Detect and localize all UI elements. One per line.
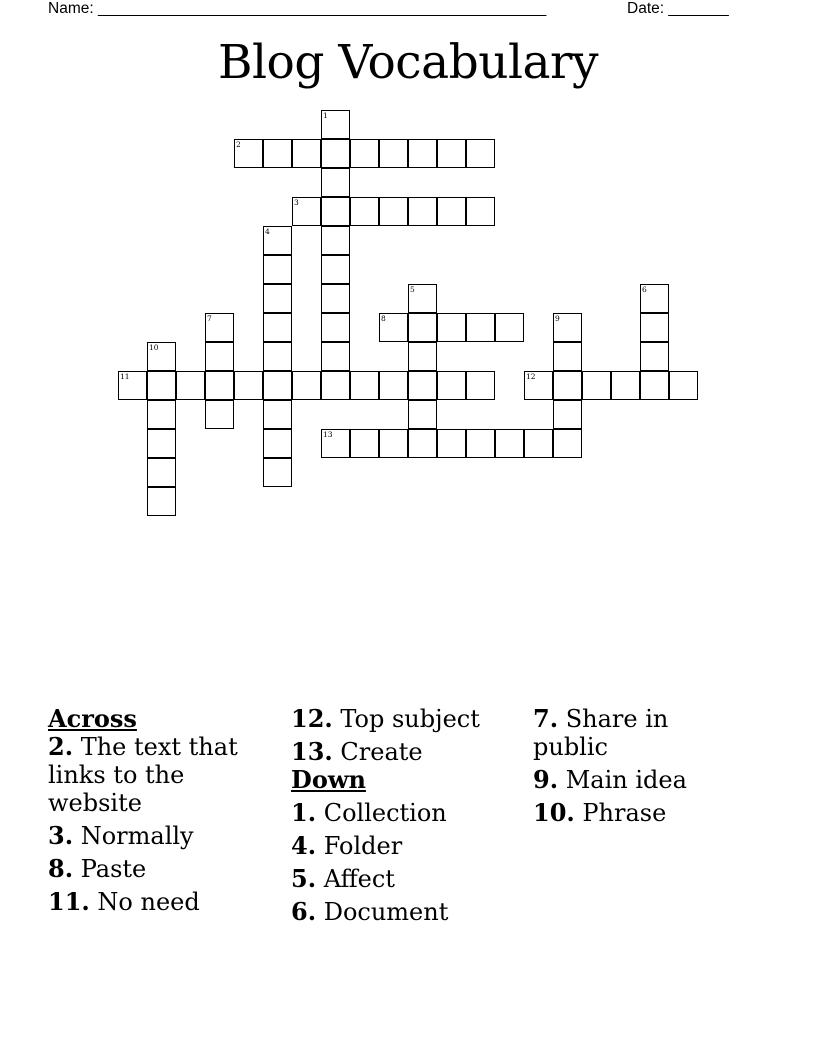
cell-number: 9 xyxy=(555,314,560,323)
grid-cell[interactable] xyxy=(147,458,176,487)
clue-down-9 xyxy=(533,766,733,794)
cell-number: 7 xyxy=(207,314,212,323)
clue-number: 9. xyxy=(533,765,559,794)
clue-text: The text that links to the website xyxy=(48,733,238,817)
clue-across-3 xyxy=(48,822,273,850)
grid-cell[interactable] xyxy=(495,429,524,458)
grid-cell[interactable] xyxy=(553,400,582,429)
clues-column-1 xyxy=(48,705,273,921)
grid-cell[interactable] xyxy=(321,197,350,226)
grid-cell[interactable] xyxy=(263,371,292,400)
clue-text: Paste xyxy=(80,855,147,883)
clue-number: 2. xyxy=(48,732,74,761)
grid-cell[interactable] xyxy=(263,342,292,371)
clue-text: Create xyxy=(340,738,423,766)
grid-cell[interactable] xyxy=(321,429,350,458)
grid-cell[interactable] xyxy=(263,139,292,168)
grid-cell[interactable] xyxy=(263,458,292,487)
grid-cell[interactable] xyxy=(379,429,408,458)
grid-cell[interactable] xyxy=(640,342,669,371)
cell-number: 2 xyxy=(236,140,241,149)
clue-down-1 xyxy=(291,799,521,827)
grid-cell[interactable] xyxy=(553,342,582,371)
grid-cell[interactable] xyxy=(408,313,437,342)
grid-cell[interactable] xyxy=(234,371,263,400)
clue-text: Share in public xyxy=(533,705,669,761)
across-heading: Across xyxy=(48,704,137,733)
grid-cell[interactable] xyxy=(350,371,379,400)
grid-cell[interactable] xyxy=(350,139,379,168)
clue-down-10 xyxy=(533,799,733,827)
grid-cell[interactable] xyxy=(495,313,524,342)
grid-cell[interactable] xyxy=(553,313,582,342)
name-field[interactable]: Name: ____________________________________________________ xyxy=(48,0,547,17)
page-title: Blog Vocabulary xyxy=(217,35,599,90)
grid-cell[interactable] xyxy=(408,197,437,226)
clue-text: Top subject xyxy=(340,705,480,733)
clue-text: Main idea xyxy=(565,766,687,794)
grid-cell[interactable] xyxy=(147,487,176,516)
cell-number: 12 xyxy=(526,372,536,381)
cell-number: 10 xyxy=(149,343,159,352)
grid-cell[interactable] xyxy=(263,429,292,458)
grid-cell[interactable] xyxy=(466,139,495,168)
clue-across-12 xyxy=(291,705,521,733)
clue-across-11 xyxy=(48,888,273,916)
grid-cell[interactable] xyxy=(437,197,466,226)
cell-number: 3 xyxy=(294,198,299,207)
clue-text: No need xyxy=(97,888,200,916)
grid-cell[interactable] xyxy=(466,371,495,400)
clue-down-5 xyxy=(291,865,521,893)
grid-cell[interactable] xyxy=(553,371,582,400)
grid-cell[interactable] xyxy=(437,429,466,458)
cell-number: 4 xyxy=(265,227,270,236)
grid-cell[interactable] xyxy=(640,371,669,400)
grid-cell[interactable] xyxy=(263,313,292,342)
grid-cell[interactable] xyxy=(263,284,292,313)
grid-cell[interactable] xyxy=(263,400,292,429)
grid-cell[interactable] xyxy=(321,168,350,197)
grid-cell[interactable] xyxy=(379,313,408,342)
grid-cell[interactable] xyxy=(321,139,350,168)
clue-across-8 xyxy=(48,855,273,883)
clue-number: 5. xyxy=(291,864,317,893)
clue-number: 6. xyxy=(291,897,317,926)
grid-cell[interactable] xyxy=(669,371,698,400)
clue-down-7 xyxy=(533,705,733,761)
grid-cell[interactable] xyxy=(553,429,582,458)
clue-number: 13. xyxy=(291,737,333,766)
clue-text: Collection xyxy=(323,799,447,827)
cell-number: 8 xyxy=(381,314,386,323)
clue-across-2 xyxy=(48,733,273,817)
clue-text: Normally xyxy=(80,822,194,850)
grid-cell[interactable] xyxy=(611,371,640,400)
clue-across-13 xyxy=(291,738,521,766)
grid-cell[interactable] xyxy=(234,139,263,168)
grid-cell[interactable] xyxy=(466,429,495,458)
clue-number: 8. xyxy=(48,854,74,883)
grid-cell[interactable] xyxy=(118,371,147,400)
grid-cell[interactable] xyxy=(263,226,292,255)
grid-cell[interactable] xyxy=(408,139,437,168)
clue-text: Document xyxy=(323,898,449,926)
clue-down-4 xyxy=(291,832,521,860)
grid-cell[interactable] xyxy=(176,371,205,400)
grid-cell[interactable] xyxy=(321,342,350,371)
cell-number: 13 xyxy=(323,430,333,439)
cell-number: 1 xyxy=(323,111,328,120)
clue-number: 7. xyxy=(533,704,559,733)
cell-number: 6 xyxy=(642,285,647,294)
clue-number: 11. xyxy=(48,887,90,916)
cell-number: 5 xyxy=(410,285,415,294)
grid-cell[interactable] xyxy=(408,429,437,458)
clue-down-6 xyxy=(291,898,521,926)
grid-cell[interactable] xyxy=(321,313,350,342)
grid-cell[interactable] xyxy=(321,226,350,255)
grid-cell[interactable] xyxy=(321,284,350,313)
grid-cell[interactable] xyxy=(408,371,437,400)
grid-cell[interactable] xyxy=(466,313,495,342)
grid-cell[interactable] xyxy=(437,371,466,400)
grid-cell[interactable] xyxy=(379,197,408,226)
grid-cell[interactable] xyxy=(350,197,379,226)
clues-column-3 xyxy=(533,705,733,832)
grid-cell[interactable] xyxy=(263,255,292,284)
grid-cell[interactable] xyxy=(640,284,669,313)
grid-cell[interactable] xyxy=(205,342,234,371)
grid-cell[interactable] xyxy=(321,110,350,139)
grid-cell[interactable] xyxy=(524,429,553,458)
clue-text: Folder xyxy=(323,832,403,860)
grid-cell[interactable] xyxy=(292,139,321,168)
date-field[interactable]: Date: _______ xyxy=(627,0,729,17)
grid-cell[interactable] xyxy=(640,313,669,342)
grid-cell[interactable] xyxy=(379,139,408,168)
grid-cell[interactable] xyxy=(205,313,234,342)
grid-cell[interactable] xyxy=(466,197,495,226)
grid-cell[interactable] xyxy=(147,371,176,400)
grid-cell[interactable] xyxy=(379,371,408,400)
grid-cell[interactable] xyxy=(292,197,321,226)
grid-cell[interactable] xyxy=(408,400,437,429)
clue-number: 4. xyxy=(291,831,317,860)
grid-cell[interactable] xyxy=(147,342,176,371)
down-heading: Down xyxy=(291,765,366,794)
grid-cell[interactable] xyxy=(147,400,176,429)
grid-cell[interactable] xyxy=(205,371,234,400)
grid-cell[interactable] xyxy=(437,313,466,342)
cell-number: 11 xyxy=(120,372,130,381)
clue-number: 10. xyxy=(533,798,575,827)
grid-cell[interactable] xyxy=(147,429,176,458)
grid-cell[interactable] xyxy=(408,342,437,371)
grid-cell[interactable] xyxy=(524,371,553,400)
clue-text: Phrase xyxy=(582,799,667,827)
clue-number: 12. xyxy=(291,704,333,733)
grid-cell[interactable] xyxy=(408,284,437,313)
grid-cell[interactable] xyxy=(437,139,466,168)
clue-number: 3. xyxy=(48,821,74,850)
grid-cell[interactable] xyxy=(582,371,611,400)
grid-cell[interactable] xyxy=(321,371,350,400)
grid-cell[interactable] xyxy=(350,429,379,458)
clue-text: Affect xyxy=(323,865,395,893)
clue-number: 1. xyxy=(291,798,317,827)
grid-cell[interactable] xyxy=(292,371,321,400)
grid-cell[interactable] xyxy=(321,255,350,284)
grid-cell[interactable] xyxy=(205,400,234,429)
clues-column-2 xyxy=(291,705,521,931)
